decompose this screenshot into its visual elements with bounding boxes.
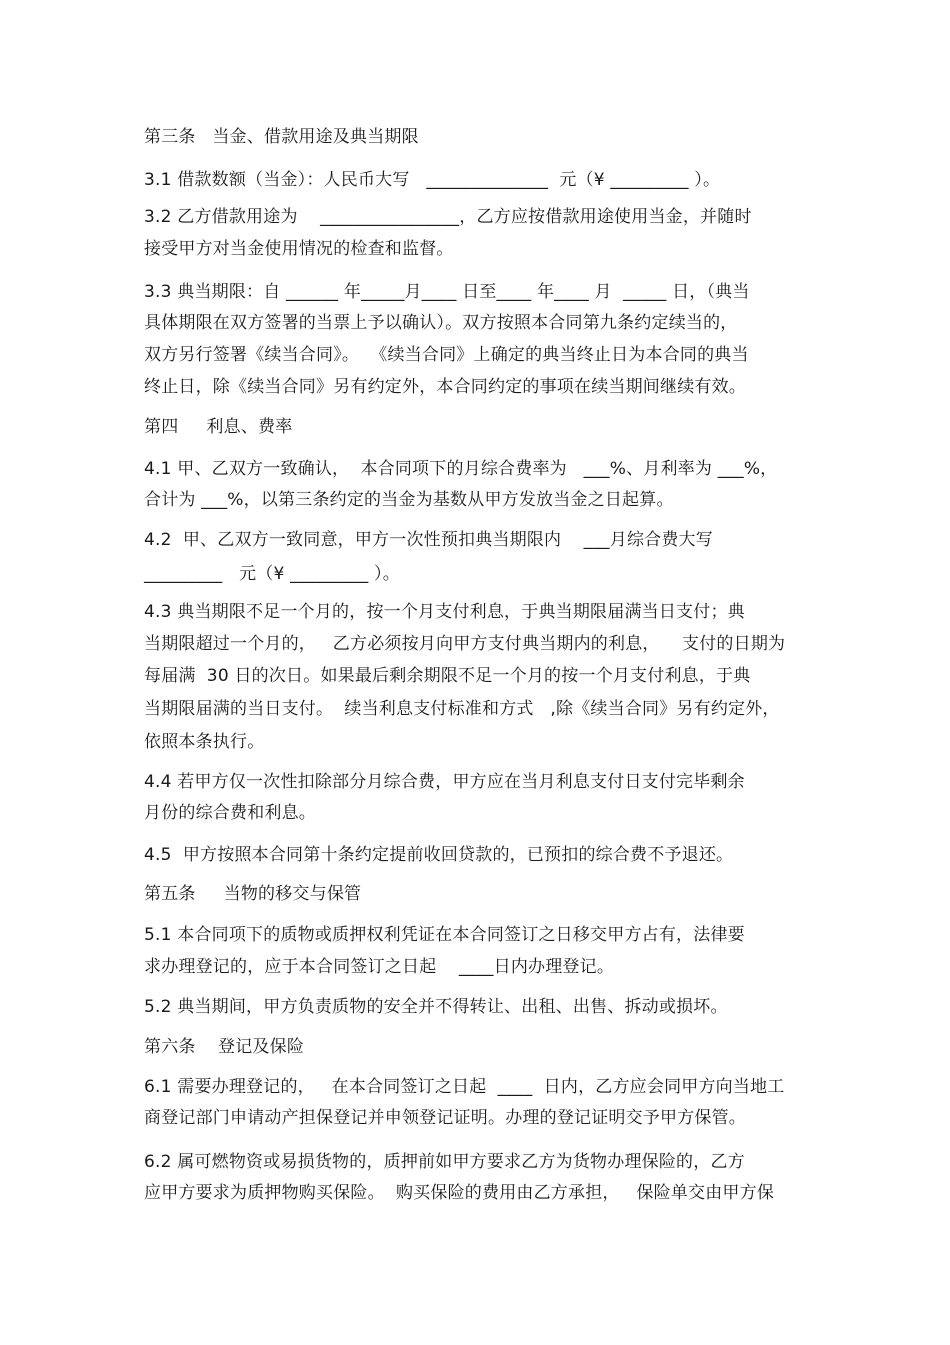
clause-6-1-line-1: 6.1 需要办理登记的， 在本合同签订之日起 ____ 日内，乙方应会同甲方向当地工	[144, 1077, 785, 1097]
clause-6-2-line-2: 应甲方要求为质押物购买保险。 购买保险的费用由乙方承担， 保险单交由甲方保	[144, 1183, 775, 1203]
clause-3-2-line-1: 3.2 乙方借款用途为 ________________，乙方应按借款用途使用当金，并随时	[144, 207, 752, 227]
heading-article-5: 第五条 当物的移交与保管	[144, 884, 362, 904]
clause-3-1: 3.1 借款数额（当金）：人民币大写 ______________ 元（¥ _________ ）。	[144, 170, 721, 190]
clause-4-4-line-2: 月份的综合费和利息。	[144, 803, 316, 823]
clause-4-3-line-3: 每届满 30 日的次日。如果最后剩余期限不足一个月的按一个月支付利息，于典	[144, 666, 751, 686]
heading-article-6: 第六条 登记及保险	[144, 1037, 305, 1057]
clause-4-4-line-1: 4.4 若甲方仅一次性扣除部分月综合费，甲方应在当月利息支付日支付完毕剩余	[144, 772, 745, 792]
clause-4-1-line-2: 合计为 ___%，以第三条约定的当金为基数从甲方发放当金之日起算。	[144, 490, 674, 510]
clause-3-2-line-2: 接受甲方对当金使用情况的检查和监督。	[144, 239, 454, 259]
clause-3-3-line-1: 3.3 典当期限：自 ______ 年_____月____ 日至____ 年____ 月 _____ 日，（典当	[144, 282, 750, 302]
clause-6-2-line-1: 6.2 属可燃物资或易损货物的，质押前如甲方要求乙方为货物办理保险的，乙方	[144, 1152, 745, 1172]
heading-article-3: 第三条 当金、借款用途及典当期限	[144, 127, 419, 147]
clause-3-3-line-4: 终止日，除《续当合同》另有约定外，本合同约定的事项在续当期间继续有效。	[144, 377, 746, 397]
clause-4-3-line-5: 依照本条执行。	[144, 732, 265, 752]
clause-4-3-line-2: 当期限超过一个月的， 乙方必须按月向甲方支付典当期内的利息， 支付的日期为	[144, 634, 786, 654]
clause-4-1-line-1: 4.1 甲、乙双方一致确认， 本合同项下的月综合费率为 ___%、月利率为 ___%，	[144, 459, 778, 479]
clause-4-3-line-1: 4.3 典当期限不足一个月的，按一个月支付利息，于典当期限届满当日支付；典	[144, 602, 745, 622]
clause-4-2-line-1: 4.2 甲、乙双方一致同意，甲方一次性预扣典当期限内 ___月综合费大写	[144, 530, 713, 550]
clause-4-2-line-2: _________ 元（¥ _________ ）。	[144, 564, 400, 584]
heading-article-4: 第四 利息、费率	[144, 417, 293, 437]
clause-3-3-line-2: 具体期限在双方签署的当票上予以确认）。双方按照本合同第九条约定续当的，	[144, 313, 738, 333]
clause-3-3-line-3: 双方另行签署《续当合同》。 《续当合同》上确定的典当终止日为本合同的典当	[144, 345, 749, 365]
clause-5-1-line-1: 5.1 本合同项下的质物或质押权利凭证在本合同签订之日移交甲方占有，法律要	[144, 925, 745, 945]
clause-4-3-line-4: 当期限届满的当日支付。 续当利息支付标准和方式 ,除《续当合同》另有约定外，	[144, 699, 780, 719]
clause-6-1-line-2: 商登记部门申请动产担保登记并申领登记证明。办理的登记证明交予甲方保管。	[144, 1108, 746, 1128]
clause-4-5: 4.5 甲方按照本合同第十条约定提前收回贷款的，已预扣的综合费不予退还。	[144, 845, 734, 865]
clause-5-2: 5.2 典当期间，甲方负责质物的安全并不得转让、出租、出售、拆动或损坏。	[144, 997, 728, 1017]
clause-5-1-line-2: 求办理登记的，应于本合同签订之日起 ____日内办理登记。	[144, 957, 615, 977]
